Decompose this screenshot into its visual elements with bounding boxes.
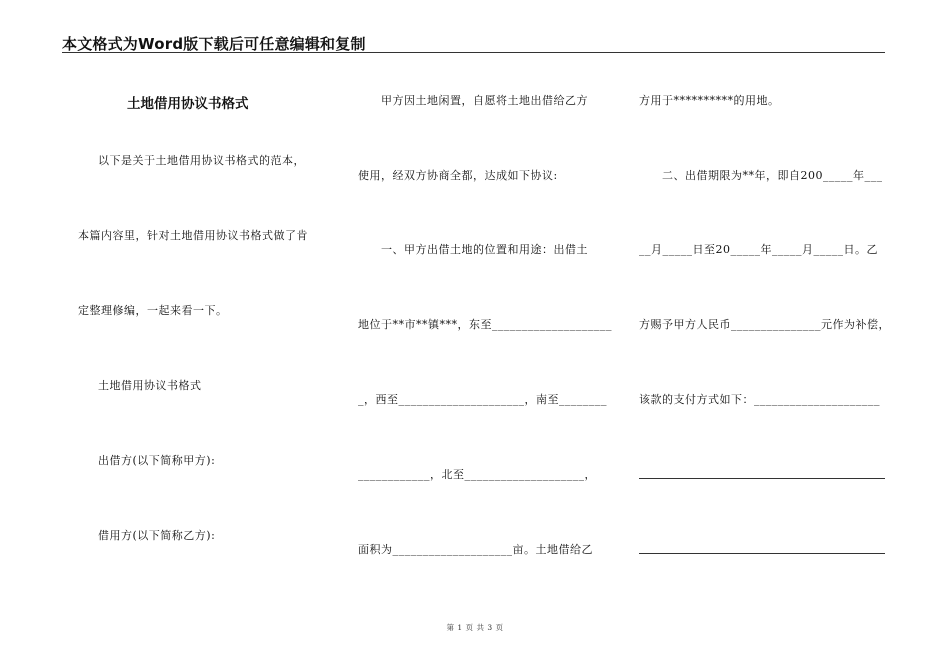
paragraph-line: 使用，经双方协商全都，达成如下协议: — [358, 169, 558, 182]
blank-fill-line — [639, 478, 885, 479]
paragraph-line: 面积为____________________亩。土地借给乙 — [358, 543, 593, 556]
paragraph-line: 方用于**********的用地。 — [639, 94, 780, 107]
paragraph-line: __月_____日至20_____年_____月_____日。乙 — [639, 243, 878, 256]
borrower-label: 借用方(以下简称乙方): — [98, 529, 216, 542]
document-title: 土地借用协议书格式 — [127, 96, 249, 112]
blank-fill-line — [639, 553, 885, 554]
clause-heading: 二、出借期限为**年，即自200_____年___ — [662, 169, 883, 182]
paragraph-line: _，西至_____________________，南至________ — [358, 393, 607, 406]
section-heading: 土地借用协议书格式 — [98, 379, 202, 392]
paragraph-line: 该款的支付方式如下：_____________________ — [639, 393, 880, 406]
lender-label: 出借方(以下简称甲方): — [98, 454, 216, 467]
page-footer: 第 1 页 共 3 页 — [446, 623, 504, 632]
document-banner: 本文格式为Word版下载后可任意编辑和复制 — [62, 35, 366, 53]
banner-divider — [62, 52, 885, 53]
paragraph-line: 方赐予甲方人民币_______________元作为补偿， — [639, 318, 890, 331]
paragraph-line: ____________，北至____________________， — [358, 468, 596, 481]
paragraph-line: 本篇内容里，针对土地借用协议书格式做了肯 — [78, 229, 308, 242]
paragraph-line: 定整理修编，一起来看一下。 — [78, 304, 228, 317]
paragraph-line: 以下是关于土地借用协议书格式的范本， — [98, 154, 305, 167]
paragraph-line: 地位于**市**镇***，东至____________________ — [358, 318, 612, 331]
paragraph-line: 甲方因土地闲置，自愿将土地出借给乙方 — [381, 94, 588, 107]
clause-heading: 一、甲方出借土地的位置和用途：出借土 — [381, 243, 588, 256]
